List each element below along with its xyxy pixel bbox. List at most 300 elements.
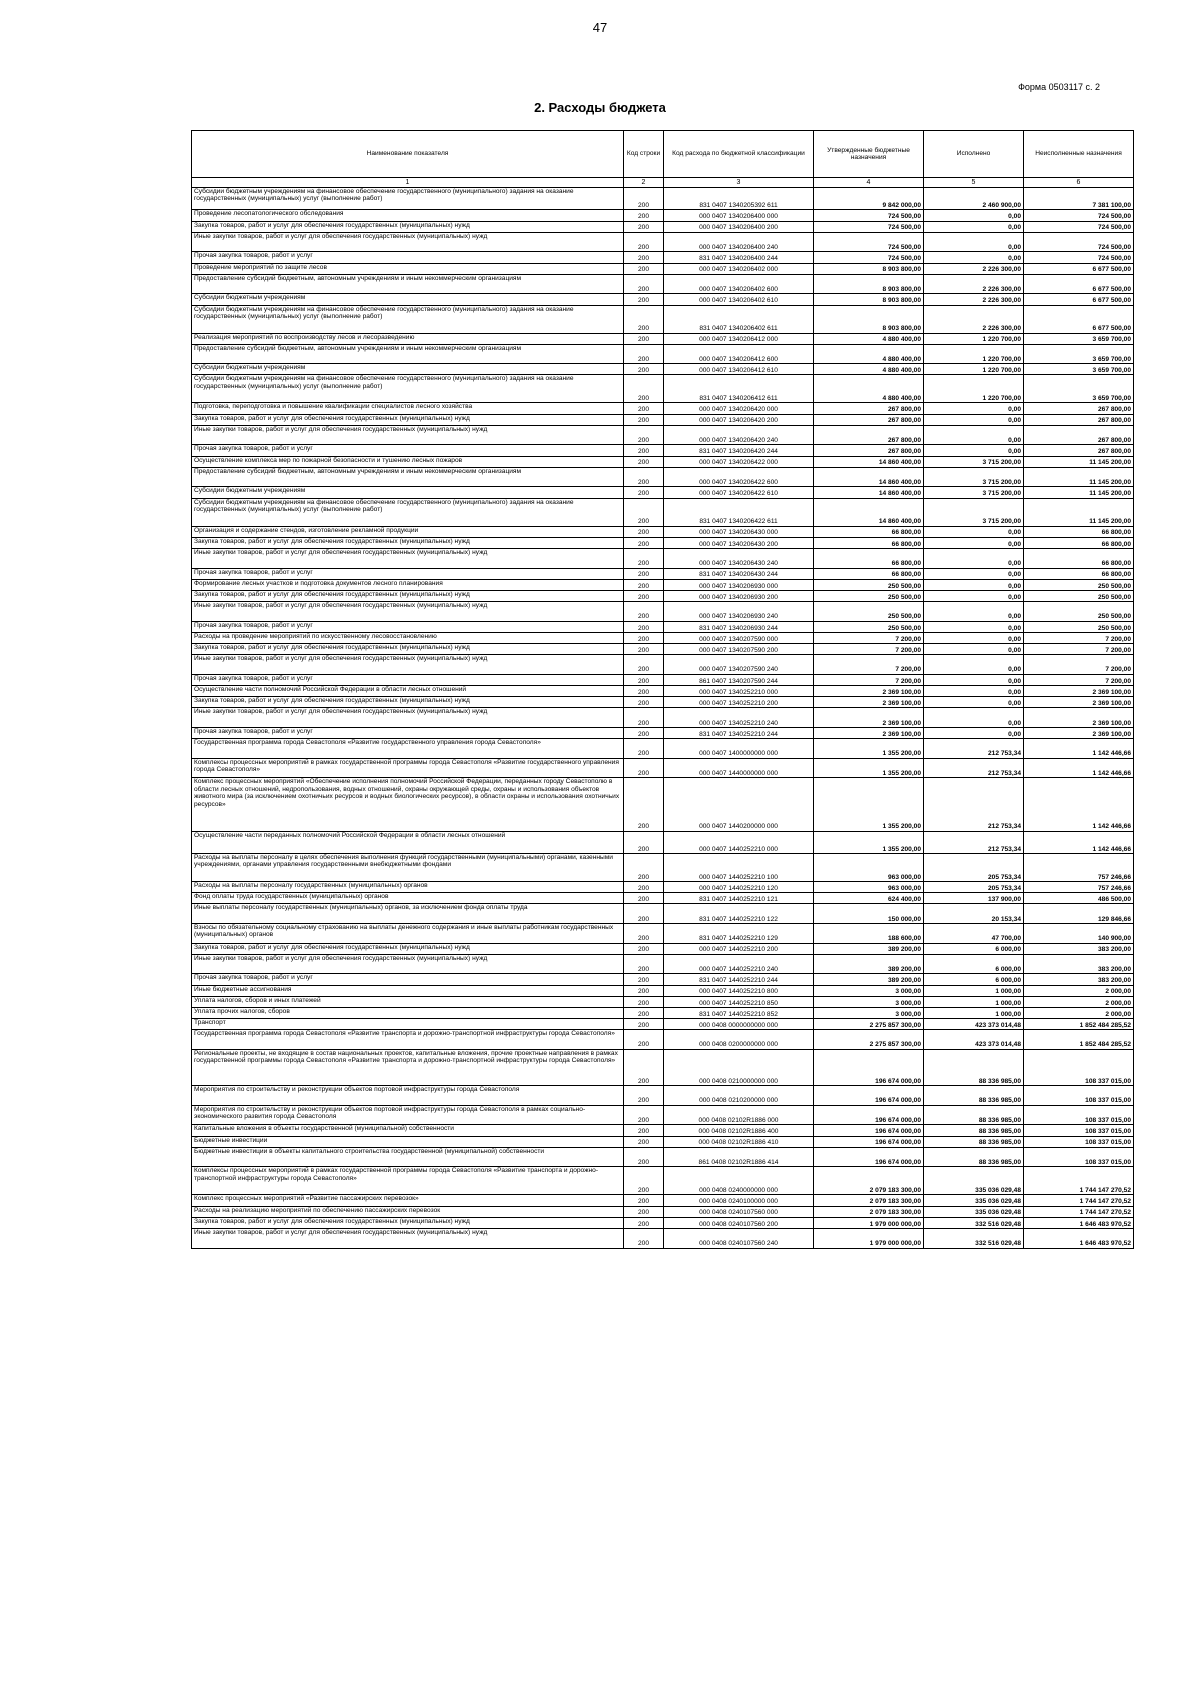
table-row — [192, 188, 1134, 210]
row-name: Комплексы процессных мероприятий в рамках государственной программы города Севастополя «Развитие транспорта и дорожно-транспортной инфраструктуры города Севастополя» — [192, 1167, 624, 1195]
row-name: Государственная программа города Севастополя «Развитие государственного управления города Севастополя» — [192, 739, 624, 759]
row-line-code: 200 — [624, 904, 664, 924]
row-line-code: 200 — [624, 686, 664, 697]
row-expense-code: 000 0407 1340252210 200 — [664, 697, 814, 708]
row-approved: 150 000,00 — [814, 904, 924, 924]
row-approved: 250 500,00 — [814, 590, 924, 601]
column-number: 6 — [1024, 178, 1134, 188]
row-line-code: 200 — [624, 728, 664, 739]
row-unexecuted: 11 145 200,00 — [1024, 467, 1134, 487]
row-name: Прочая закупка товаров, работ и услуг — [192, 674, 624, 685]
row-line-code: 200 — [624, 854, 664, 882]
table-row — [192, 1206, 1134, 1217]
row-expense-code: 831 0407 1440252210 129 — [664, 923, 814, 943]
row-executed: 0,00 — [924, 414, 1024, 425]
table-row — [192, 893, 1134, 904]
row-line-code: 200 — [624, 498, 664, 526]
row-name: Закупка товаров, работ и услуг для обеспечения государственных (муниципальных) нужд — [192, 537, 624, 548]
row-unexecuted: 2 000,00 — [1024, 1007, 1134, 1018]
row-unexecuted: 129 846,66 — [1024, 904, 1134, 924]
table-row — [192, 996, 1134, 1007]
row-unexecuted: 108 337 015,00 — [1024, 1049, 1134, 1085]
row-line-code: 200 — [624, 210, 664, 221]
table-row — [192, 1147, 1134, 1167]
row-unexecuted: 6 677 500,00 — [1024, 305, 1134, 333]
row-executed: 423 373 014,48 — [924, 1030, 1024, 1050]
row-expense-code: 831 0407 1340206930 244 — [664, 621, 814, 632]
row-name: Уплата прочих налогов, сборов — [192, 1007, 624, 1018]
row-expense-code: 861 0408 02102R1886 414 — [664, 1147, 814, 1167]
row-approved: 2 369 100,00 — [814, 728, 924, 739]
row-executed: 2 226 300,00 — [924, 274, 1024, 294]
row-unexecuted: 250 500,00 — [1024, 590, 1134, 601]
row-expense-code: 000 0408 02102R1886 410 — [664, 1136, 814, 1147]
row-expense-code: 000 0407 1340206930 000 — [664, 579, 814, 590]
row-executed: 0,00 — [924, 221, 1024, 232]
row-approved: 8 903 800,00 — [814, 305, 924, 333]
table-row — [192, 686, 1134, 697]
table-row — [192, 333, 1134, 344]
row-approved: 963 000,00 — [814, 854, 924, 882]
row-executed: 0,00 — [924, 697, 1024, 708]
row-line-code: 200 — [624, 425, 664, 445]
row-expense-code: 000 0407 1440000000 000 — [664, 758, 814, 778]
row-name: Расходы на выплаты персоналу государственных (муниципальных) органов — [192, 882, 624, 893]
table-row — [192, 1217, 1134, 1228]
row-expense-code: 831 0407 1440252210 852 — [664, 1007, 814, 1018]
row-unexecuted: 250 500,00 — [1024, 579, 1134, 590]
row-expense-code: 000 0407 1440252210 240 — [664, 954, 814, 974]
expenses-table — [191, 130, 1134, 1249]
row-line-code: 200 — [624, 467, 664, 487]
table-row — [192, 210, 1134, 221]
row-executed: 212 753,34 — [924, 831, 1024, 853]
row-name: Прочая закупка товаров, работ и услуг — [192, 728, 624, 739]
row-approved: 196 674 000,00 — [814, 1147, 924, 1167]
row-executed: 205 753,34 — [924, 854, 1024, 882]
row-executed: 423 373 014,48 — [924, 1019, 1024, 1030]
row-name: Иные закупки товаров, работ и услуг для обеспечения государственных (муниципальных) нужд — [192, 602, 624, 622]
row-line-code: 200 — [624, 882, 664, 893]
row-executed: 88 336 985,00 — [924, 1105, 1024, 1125]
row-line-code: 200 — [624, 1195, 664, 1206]
row-executed: 212 753,34 — [924, 739, 1024, 759]
row-approved: 196 674 000,00 — [814, 1136, 924, 1147]
row-executed: 3 715 200,00 — [924, 487, 1024, 498]
row-name: Региональные проекты, не входящие в состав национальных проектов, капитальные вложения, прочие проектные направления в рамках государственной программы города Севастополя «Развитие транспорта и дорожно-транспортной инфраструктуры города Севастополя» — [192, 1049, 624, 1085]
row-executed: 2 226 300,00 — [924, 305, 1024, 333]
table-row — [192, 739, 1134, 759]
table-row — [192, 487, 1134, 498]
row-executed: 88 336 985,00 — [924, 1049, 1024, 1085]
row-executed: 88 336 985,00 — [924, 1147, 1024, 1167]
row-approved: 1 355 200,00 — [814, 831, 924, 853]
row-expense-code: 831 0407 1340252210 244 — [664, 728, 814, 739]
table-row — [192, 985, 1134, 996]
row-name: Иные бюджетные ассигнования — [192, 985, 624, 996]
row-unexecuted: 383 200,00 — [1024, 943, 1134, 954]
row-unexecuted: 724 500,00 — [1024, 252, 1134, 263]
row-expense-code: 000 0407 1340206402 600 — [664, 274, 814, 294]
row-approved: 2 275 857 300,00 — [814, 1030, 924, 1050]
row-line-code: 200 — [624, 954, 664, 974]
row-expense-code: 000 0408 0240100000 000 — [664, 1195, 814, 1206]
row-approved: 3 000,00 — [814, 996, 924, 1007]
row-name: Реализация мероприятий по воспроизводству лесов и лесоразведению — [192, 333, 624, 344]
row-executed: 0,00 — [924, 655, 1024, 675]
table-row — [192, 854, 1134, 882]
row-line-code: 200 — [624, 548, 664, 568]
row-approved: 3 000,00 — [814, 985, 924, 996]
row-expense-code: 000 0407 1340207590 200 — [664, 644, 814, 655]
table-row — [192, 221, 1134, 232]
row-approved: 267 800,00 — [814, 414, 924, 425]
row-line-code: 200 — [624, 456, 664, 467]
row-expense-code: 000 0407 1340206400 240 — [664, 232, 814, 252]
row-name: Субсидии бюджетным учреждениям — [192, 294, 624, 305]
row-expense-code: 861 0407 1340207590 244 — [664, 674, 814, 685]
row-expense-code: 000 0407 1340252210 000 — [664, 686, 814, 697]
row-line-code: 200 — [624, 985, 664, 996]
table-row — [192, 1195, 1134, 1206]
row-expense-code: 831 0407 1340206420 244 — [664, 445, 814, 456]
table-row — [192, 252, 1134, 263]
row-name: Иные закупки товаров, работ и услуг для обеспечения государственных (муниципальных) нужд — [192, 548, 624, 568]
row-name: Организация и содержание стендов, изготовление рекламной продукции — [192, 526, 624, 537]
row-approved: 14 860 400,00 — [814, 498, 924, 526]
row-unexecuted: 2 000,00 — [1024, 996, 1134, 1007]
row-line-code: 200 — [624, 375, 664, 403]
row-line-code: 200 — [624, 445, 664, 456]
row-name: Закупка товаров, работ и услуг для обеспечения государственных (муниципальных) нужд — [192, 590, 624, 601]
row-approved: 3 000,00 — [814, 1007, 924, 1018]
row-executed: 0,00 — [924, 644, 1024, 655]
row-approved: 14 860 400,00 — [814, 467, 924, 487]
row-name: Предоставление субсидий бюджетным, автономным учреждениям и иным некоммерческим организациям — [192, 344, 624, 364]
form-code: Форма 0503117 с. 2 — [1018, 82, 1100, 92]
row-unexecuted: 66 800,00 — [1024, 526, 1134, 537]
row-name: Расходы на проведение мероприятий по искусственному лесовосстановлению — [192, 632, 624, 643]
row-executed: 2 460 900,00 — [924, 188, 1024, 210]
row-expense-code: 000 0407 1340206402 610 — [664, 294, 814, 305]
row-expense-code: 000 0408 0210200000 000 — [664, 1086, 814, 1106]
row-executed: 1 000,00 — [924, 996, 1024, 1007]
row-executed: 1 220 700,00 — [924, 364, 1024, 375]
table-row — [192, 831, 1134, 853]
row-expense-code: 000 0407 1340206930 240 — [664, 602, 814, 622]
row-approved: 196 674 000,00 — [814, 1105, 924, 1125]
row-expense-code: 000 0407 1340206422 000 — [664, 456, 814, 467]
row-executed: 0,00 — [924, 621, 1024, 632]
table-row — [192, 263, 1134, 274]
row-line-code: 200 — [624, 739, 664, 759]
row-line-code: 200 — [624, 537, 664, 548]
row-unexecuted: 1 744 147 270,52 — [1024, 1195, 1134, 1206]
row-line-code: 200 — [624, 708, 664, 728]
row-unexecuted: 66 800,00 — [1024, 548, 1134, 568]
table-row — [192, 1228, 1134, 1248]
table-row — [192, 621, 1134, 632]
table-row — [192, 655, 1134, 675]
table-row — [192, 1136, 1134, 1147]
row-approved: 2 369 100,00 — [814, 697, 924, 708]
row-unexecuted: 3 659 700,00 — [1024, 344, 1134, 364]
row-unexecuted: 1 646 483 970,52 — [1024, 1217, 1134, 1228]
row-line-code: 200 — [624, 697, 664, 708]
row-unexecuted: 267 800,00 — [1024, 403, 1134, 414]
row-name: Субсидии бюджетным учреждениям на финансовое обеспечение государственного (муниципального) задания на оказание государственных (муниципальных) услуг (выполнение работ) — [192, 305, 624, 333]
row-expense-code: 831 0407 1340206412 611 — [664, 375, 814, 403]
row-unexecuted: 108 337 015,00 — [1024, 1136, 1134, 1147]
row-unexecuted: 1 744 147 270,52 — [1024, 1167, 1134, 1195]
row-name: Государственная программа города Севастополя «Развитие транспорта и дорожно-транспортной инфраструктуры города Севастополя» — [192, 1030, 624, 1050]
row-unexecuted: 66 800,00 — [1024, 568, 1134, 579]
row-unexecuted: 250 500,00 — [1024, 602, 1134, 622]
row-expense-code: 000 0408 0240107560 200 — [664, 1217, 814, 1228]
row-executed: 0,00 — [924, 686, 1024, 697]
row-expense-code: 000 0407 1340206400 000 — [664, 210, 814, 221]
row-approved: 1 979 000 000,00 — [814, 1228, 924, 1248]
row-unexecuted: 1 852 484 285,52 — [1024, 1030, 1134, 1050]
table-row — [192, 498, 1134, 526]
row-executed: 0,00 — [924, 425, 1024, 445]
row-line-code: 200 — [624, 590, 664, 601]
table-row — [192, 954, 1134, 974]
table-row — [192, 414, 1134, 425]
row-executed: 88 336 985,00 — [924, 1136, 1024, 1147]
row-name: Иные закупки товаров, работ и услуг для обеспечения государственных (муниципальных) нужд — [192, 708, 624, 728]
row-expense-code: 000 0408 0200000000 000 — [664, 1030, 814, 1050]
row-approved: 2 369 100,00 — [814, 708, 924, 728]
table-row — [192, 526, 1134, 537]
row-approved: 196 674 000,00 — [814, 1049, 924, 1085]
table-row — [192, 1105, 1134, 1125]
row-approved: 389 200,00 — [814, 974, 924, 985]
row-executed: 3 715 200,00 — [924, 498, 1024, 526]
row-executed: 6 000,00 — [924, 943, 1024, 954]
row-executed: 0,00 — [924, 728, 1024, 739]
row-unexecuted: 6 677 500,00 — [1024, 274, 1134, 294]
table-row — [192, 943, 1134, 954]
row-expense-code: 000 0407 1440252210 200 — [664, 943, 814, 954]
row-line-code: 200 — [624, 403, 664, 414]
row-approved: 4 880 400,00 — [814, 364, 924, 375]
row-unexecuted: 1 142 446,66 — [1024, 758, 1134, 778]
row-executed: 3 715 200,00 — [924, 456, 1024, 467]
row-line-code: 200 — [624, 188, 664, 210]
row-line-code: 200 — [624, 344, 664, 364]
row-name: Закупка товаров, работ и услуг для обеспечения государственных (муниципальных) нужд — [192, 697, 624, 708]
row-unexecuted: 7 200,00 — [1024, 632, 1134, 643]
row-executed: 2 226 300,00 — [924, 263, 1024, 274]
row-expense-code: 831 0407 1340206400 244 — [664, 252, 814, 263]
row-unexecuted: 2 000,00 — [1024, 985, 1134, 996]
row-name: Транспорт — [192, 1019, 624, 1030]
row-expense-code: 000 0407 1340206412 000 — [664, 333, 814, 344]
row-unexecuted: 66 800,00 — [1024, 537, 1134, 548]
row-expense-code: 000 0408 02102R1886 400 — [664, 1125, 814, 1136]
row-name: Капитальные вложения в объекты государственной (муниципальной) собственности — [192, 1125, 624, 1136]
page-title: 2. Расходы бюджета — [534, 100, 666, 115]
row-approved: 66 800,00 — [814, 526, 924, 537]
row-line-code: 200 — [624, 831, 664, 853]
row-name: Комплекс процессных мероприятий «Обеспечение исполнения полномочий Российской Федерации, переданных городу Севастополю в области лесных отношений, недропользования, водных отношений, охраны окружающей среды, охраны и использования объектов животного мира (за исключением охотничьих ресурсов и водных биологических ресурсов), в области охраны и использования охотничьих ресурсов» — [192, 778, 624, 831]
row-line-code: 200 — [624, 274, 664, 294]
row-name: Проведение мероприятий по защите лесов — [192, 263, 624, 274]
row-name: Прочая закупка товаров, работ и услуг — [192, 252, 624, 263]
row-line-code: 200 — [624, 1228, 664, 1248]
row-line-code: 200 — [624, 1136, 664, 1147]
row-approved: 724 500,00 — [814, 252, 924, 263]
table-row — [192, 708, 1134, 728]
row-expense-code: 000 0408 02102R1886 000 — [664, 1105, 814, 1125]
row-name: Осуществление комплекса мер по пожарной безопасности и тушению лесных пожаров — [192, 456, 624, 467]
table-row — [192, 548, 1134, 568]
row-unexecuted: 1 852 484 285,52 — [1024, 1019, 1134, 1030]
header-expense-code: Код расхода по бюджетной классификации — [664, 131, 814, 178]
table-row — [192, 602, 1134, 622]
row-name: Фонд оплаты труда государственных (муниципальных) органов — [192, 893, 624, 904]
row-name: Иные закупки товаров, работ и услуг для обеспечения государственных (муниципальных) нужд — [192, 1228, 624, 1248]
row-expense-code: 000 0407 1340206420 200 — [664, 414, 814, 425]
row-expense-code: 831 0407 1340205392 611 — [664, 188, 814, 210]
row-unexecuted: 7 200,00 — [1024, 655, 1134, 675]
row-unexecuted: 3 659 700,00 — [1024, 364, 1134, 375]
row-expense-code: 000 0407 1340206430 240 — [664, 548, 814, 568]
row-approved: 250 500,00 — [814, 621, 924, 632]
table-row — [192, 467, 1134, 487]
row-unexecuted: 3 659 700,00 — [1024, 333, 1134, 344]
row-approved: 267 800,00 — [814, 403, 924, 414]
row-approved: 250 500,00 — [814, 579, 924, 590]
row-expense-code: 000 0408 0000000000 000 — [664, 1019, 814, 1030]
row-approved: 1 355 200,00 — [814, 758, 924, 778]
row-executed: 137 900,00 — [924, 893, 1024, 904]
table-row — [192, 1167, 1134, 1195]
row-unexecuted: 1 142 446,66 — [1024, 831, 1134, 853]
row-unexecuted: 6 677 500,00 — [1024, 263, 1134, 274]
row-name: Осуществление части переданных полномочий Российской Федерации в области лесных отношений — [192, 831, 624, 853]
row-approved: 724 500,00 — [814, 210, 924, 221]
row-unexecuted: 7 200,00 — [1024, 674, 1134, 685]
row-unexecuted: 1 142 446,66 — [1024, 739, 1134, 759]
row-approved: 267 800,00 — [814, 425, 924, 445]
row-expense-code: 000 0407 1440252210 800 — [664, 985, 814, 996]
row-approved: 389 200,00 — [814, 954, 924, 974]
row-approved: 624 400,00 — [814, 893, 924, 904]
row-approved: 2 079 183 300,00 — [814, 1167, 924, 1195]
row-unexecuted: 724 500,00 — [1024, 232, 1134, 252]
row-executed: 0,00 — [924, 632, 1024, 643]
row-line-code: 200 — [624, 602, 664, 622]
row-approved: 963 000,00 — [814, 882, 924, 893]
row-expense-code: 000 0407 1440252210 850 — [664, 996, 814, 1007]
row-approved: 14 860 400,00 — [814, 456, 924, 467]
row-executed: 0,00 — [924, 210, 1024, 221]
row-unexecuted: 383 200,00 — [1024, 954, 1134, 974]
row-name: Закупка товаров, работ и услуг для обеспечения государственных (муниципальных) нужд — [192, 943, 624, 954]
row-approved: 4 880 400,00 — [814, 375, 924, 403]
row-executed: 0,00 — [924, 548, 1024, 568]
row-name: Закупка товаров, работ и услуг для обеспечения государственных (муниципальных) нужд — [192, 1217, 624, 1228]
row-unexecuted: 108 337 015,00 — [1024, 1105, 1134, 1125]
row-approved: 8 903 800,00 — [814, 294, 924, 305]
table-row — [192, 305, 1134, 333]
table-row — [192, 375, 1134, 403]
row-executed: 88 336 985,00 — [924, 1086, 1024, 1106]
row-line-code: 200 — [624, 263, 664, 274]
row-line-code: 200 — [624, 1125, 664, 1136]
row-executed: 0,00 — [924, 674, 1024, 685]
row-unexecuted: 108 337 015,00 — [1024, 1147, 1134, 1167]
row-expense-code: 000 0407 1440252210 000 — [664, 831, 814, 853]
table-row — [192, 728, 1134, 739]
table-row — [192, 778, 1134, 831]
row-executed: 1 000,00 — [924, 1007, 1024, 1018]
row-line-code: 200 — [624, 644, 664, 655]
row-name: Проведение лесопатологического обследования — [192, 210, 624, 221]
row-approved: 1 355 200,00 — [814, 739, 924, 759]
row-name: Мероприятия по строительству и реконструкции объектов портовой инфраструктуры города Севастополя в рамках социально-экономического развития города Севастополя — [192, 1105, 624, 1125]
row-line-code: 200 — [624, 221, 664, 232]
row-approved: 14 860 400,00 — [814, 487, 924, 498]
table-row — [192, 568, 1134, 579]
column-number: 5 — [924, 178, 1024, 188]
row-executed: 88 336 985,00 — [924, 1125, 1024, 1136]
row-executed: 0,00 — [924, 252, 1024, 263]
row-unexecuted: 6 677 500,00 — [1024, 294, 1134, 305]
row-unexecuted: 757 246,66 — [1024, 882, 1134, 893]
row-executed: 335 036 029,48 — [924, 1167, 1024, 1195]
row-executed: 335 036 029,48 — [924, 1206, 1024, 1217]
row-executed: 332 516 029,48 — [924, 1217, 1024, 1228]
table-row — [192, 232, 1134, 252]
row-executed: 0,00 — [924, 445, 1024, 456]
row-name: Осуществление части полномочий Российской Федерации в области лесных отношений — [192, 686, 624, 697]
row-expense-code: 000 0407 1340207590 000 — [664, 632, 814, 643]
row-unexecuted: 1 744 147 270,52 — [1024, 1206, 1134, 1217]
table-row — [192, 274, 1134, 294]
row-name: Иные закупки товаров, работ и услуг для обеспечения государственных (муниципальных) нужд — [192, 655, 624, 675]
row-approved: 2 079 183 300,00 — [814, 1206, 924, 1217]
table-row — [192, 882, 1134, 893]
column-number: 3 — [664, 178, 814, 188]
row-unexecuted: 2 369 100,00 — [1024, 708, 1134, 728]
page-number: 47 — [592, 20, 608, 35]
table-row — [192, 1007, 1134, 1018]
row-name: Предоставление субсидий бюджетным, автономным учреждениям и иным некоммерческим организациям — [192, 467, 624, 487]
row-line-code: 200 — [624, 333, 664, 344]
row-line-code: 200 — [624, 1049, 664, 1085]
row-name: Бюджетные инвестиции в объекты капитального строительства государственной (муниципальной) собственности — [192, 1147, 624, 1167]
row-expense-code: 000 0407 1340206412 610 — [664, 364, 814, 375]
table-row — [192, 590, 1134, 601]
table-row — [192, 904, 1134, 924]
row-unexecuted: 3 659 700,00 — [1024, 375, 1134, 403]
row-executed: 332 516 029,48 — [924, 1228, 1024, 1248]
row-executed: 1 000,00 — [924, 985, 1024, 996]
row-line-code: 200 — [624, 974, 664, 985]
table-row — [192, 644, 1134, 655]
row-name: Расходы на выплаты персоналу в целях обеспечения выполнения функций государственными (муниципальными) органами, казенными учреждениями, органами управления государственными внебюджетными фондами — [192, 854, 624, 882]
table-row — [192, 579, 1134, 590]
row-unexecuted: 7 200,00 — [1024, 644, 1134, 655]
row-executed: 0,00 — [924, 568, 1024, 579]
row-approved: 8 903 800,00 — [814, 263, 924, 274]
header-indicator-name: Наименование показателя — [192, 131, 624, 178]
row-line-code: 200 — [624, 778, 664, 831]
row-name: Мероприятия по строительству и реконструкции объектов портовой инфраструктуры города Севастополя — [192, 1086, 624, 1106]
